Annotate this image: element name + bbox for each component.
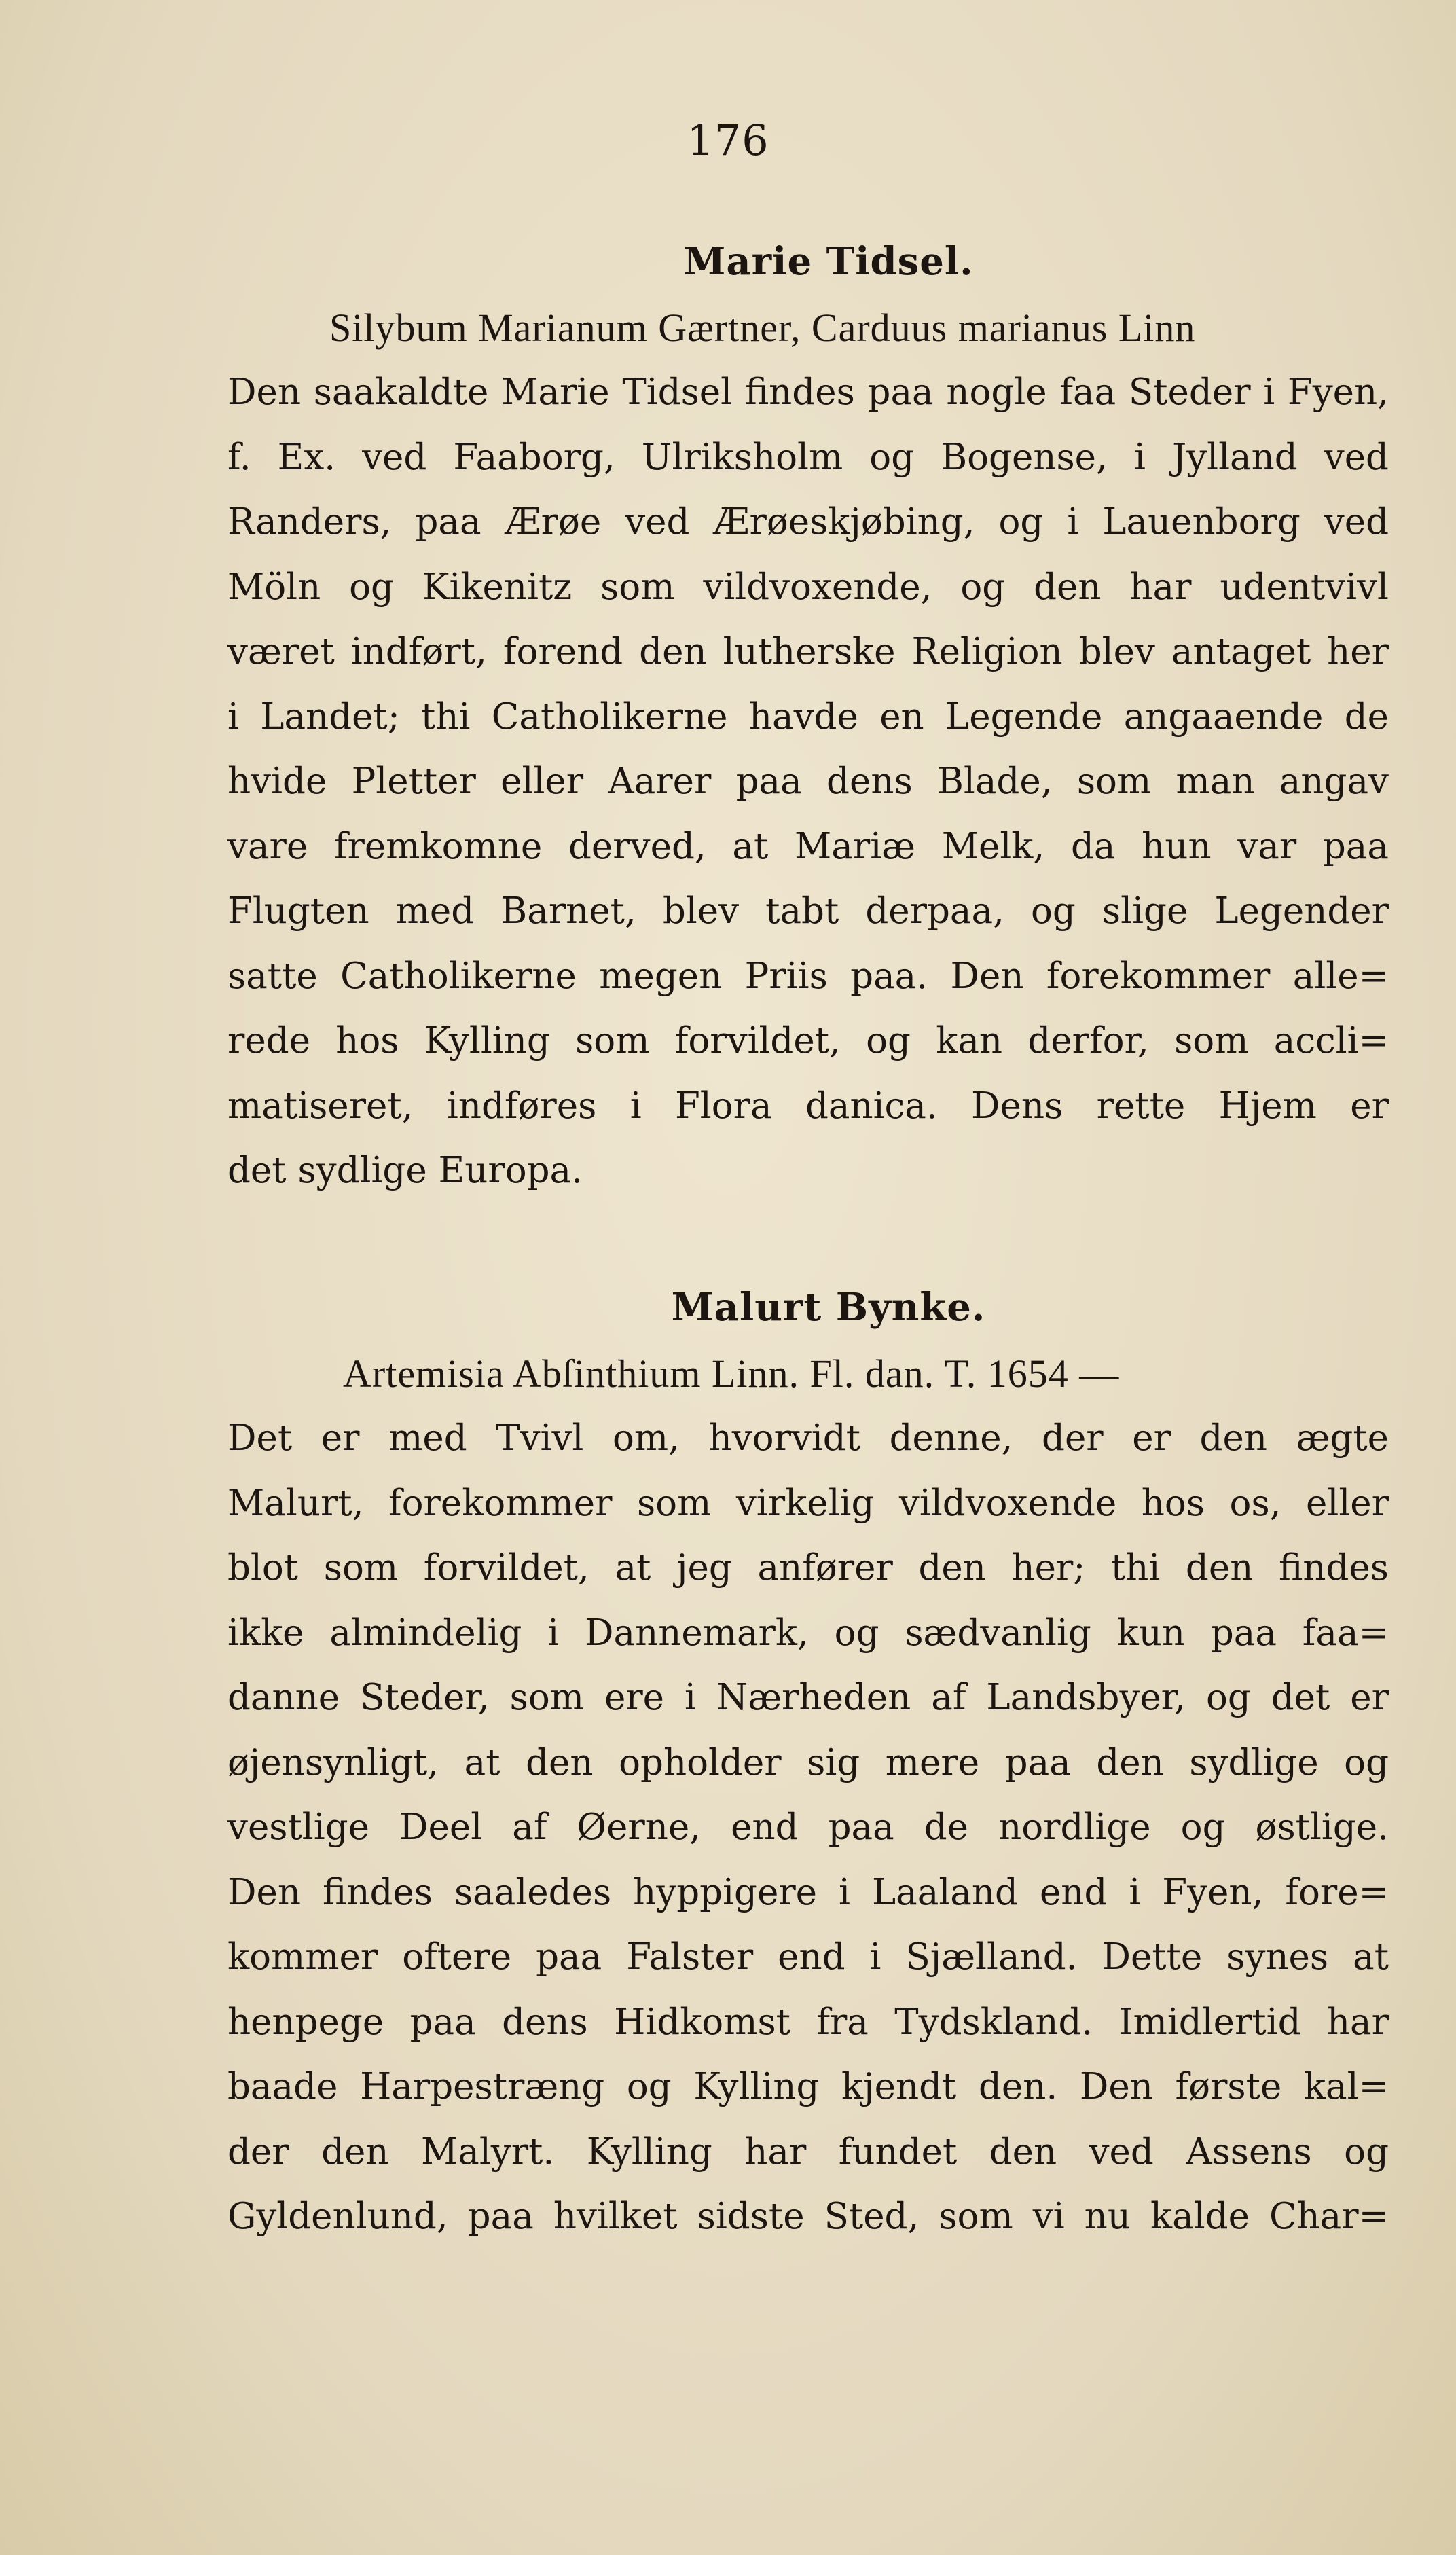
text-line: Malurt, forekommer som virkelig vildvoxende hos os, eller: [228, 1482, 1389, 1524]
text-line: været indført, forend den lutherske Religion blev antaget her: [228, 631, 1389, 672]
text-line: Gyldenlund, paa hvilket sidste Sted, som vi nu kalde Char=: [228, 2196, 1389, 2237]
section-title: Marie Tidsel.: [683, 239, 974, 284]
text-line: det sydlige Europa.: [228, 1150, 583, 1191]
section-marie-tidsel: [228, 228, 1389, 1203]
text-line: henpege paa dens Hidkomst fra Tydskland. Imidlertid har: [228, 2001, 1389, 2043]
text-line: øjensynligt, at den opholder sig mere paa den sydlige og: [228, 1741, 1389, 1783]
text-line: der den Malyrt. Kylling har fundet den ved Assens og: [228, 2131, 1389, 2173]
page-number: 176: [687, 115, 769, 165]
text-line: baade Harpestræng og Kylling kjendt den. Den første kal=: [228, 2066, 1389, 2107]
text-line: f. Ex. ved Faaborg, Ulriksholm og Bogense, i Jylland ved: [228, 436, 1389, 478]
text-line: Randers, paa Ærøe ved Ærøeskjøbing, og i Lauenborg ved: [228, 501, 1389, 543]
text-line: hvide Pletter eller Aarer paa dens Blade, som man angav: [228, 761, 1389, 802]
text-line: blot som forvildet, at jeg anfører den her; thi den findes: [228, 1547, 1389, 1589]
text-line: Flugten med Barnet, blev tabt derpaa, og slige Legender: [228, 890, 1389, 932]
text-line: i Landet; thi Catholikerne havde en Legende angaaende de: [228, 695, 1389, 738]
section-title: Malurt Bynke.: [671, 1285, 986, 1330]
text-line: danne Steder, som ere i Nærheden af Landsbyer, og det er: [228, 1677, 1389, 1718]
text-line: satte Catholikerne megen Priis paa. Den forekommer alle=: [228, 955, 1389, 997]
text-line: rede hos Kylling som forvildet, og kan derfor, som accli=: [228, 1020, 1389, 1062]
text-line: Det er med Tvivl om, hvorvidt denne, der er den ægte: [228, 1417, 1389, 1459]
text-line: matiseret, indføres i Flora danica. Dens rette Hjem er: [228, 1085, 1389, 1127]
text-line: Den saakaldte Marie Tidsel findes paa nogle faa Steder i Fyen,: [228, 372, 1389, 413]
text-line: ikke almindelig i Dannemark, og sædvanlig kun paa faa=: [228, 1612, 1389, 1654]
text-line: Den findes saaledes hyppigere i Laaland end i Fyen, fore=: [228, 1871, 1389, 1913]
paragraph: [228, 1406, 1389, 2249]
text-line: vare fremkomne derved, at Mariæ Melk, da hun var paa: [228, 825, 1389, 867]
text-line: Möln og Kikenitz som vildvoxende, og den har udentvivl: [228, 566, 1389, 608]
latin-name: Silybum Marianum Gærtner, Carduus marianus Linn: [329, 306, 1196, 350]
paragraph: [228, 360, 1389, 1203]
text-line: vestlige Deel af Øerne, end paa de nordlige og østlige.: [228, 1807, 1389, 1848]
section-malurt-bynke: [228, 1273, 1389, 2249]
latin-name: Artemisia Abſinthium Linn. Fl. dan. T. 1654 —: [343, 1352, 1120, 1396]
text-line: kommer oftere paa Falster end i Sjælland. Dette synes at: [228, 1936, 1389, 1978]
